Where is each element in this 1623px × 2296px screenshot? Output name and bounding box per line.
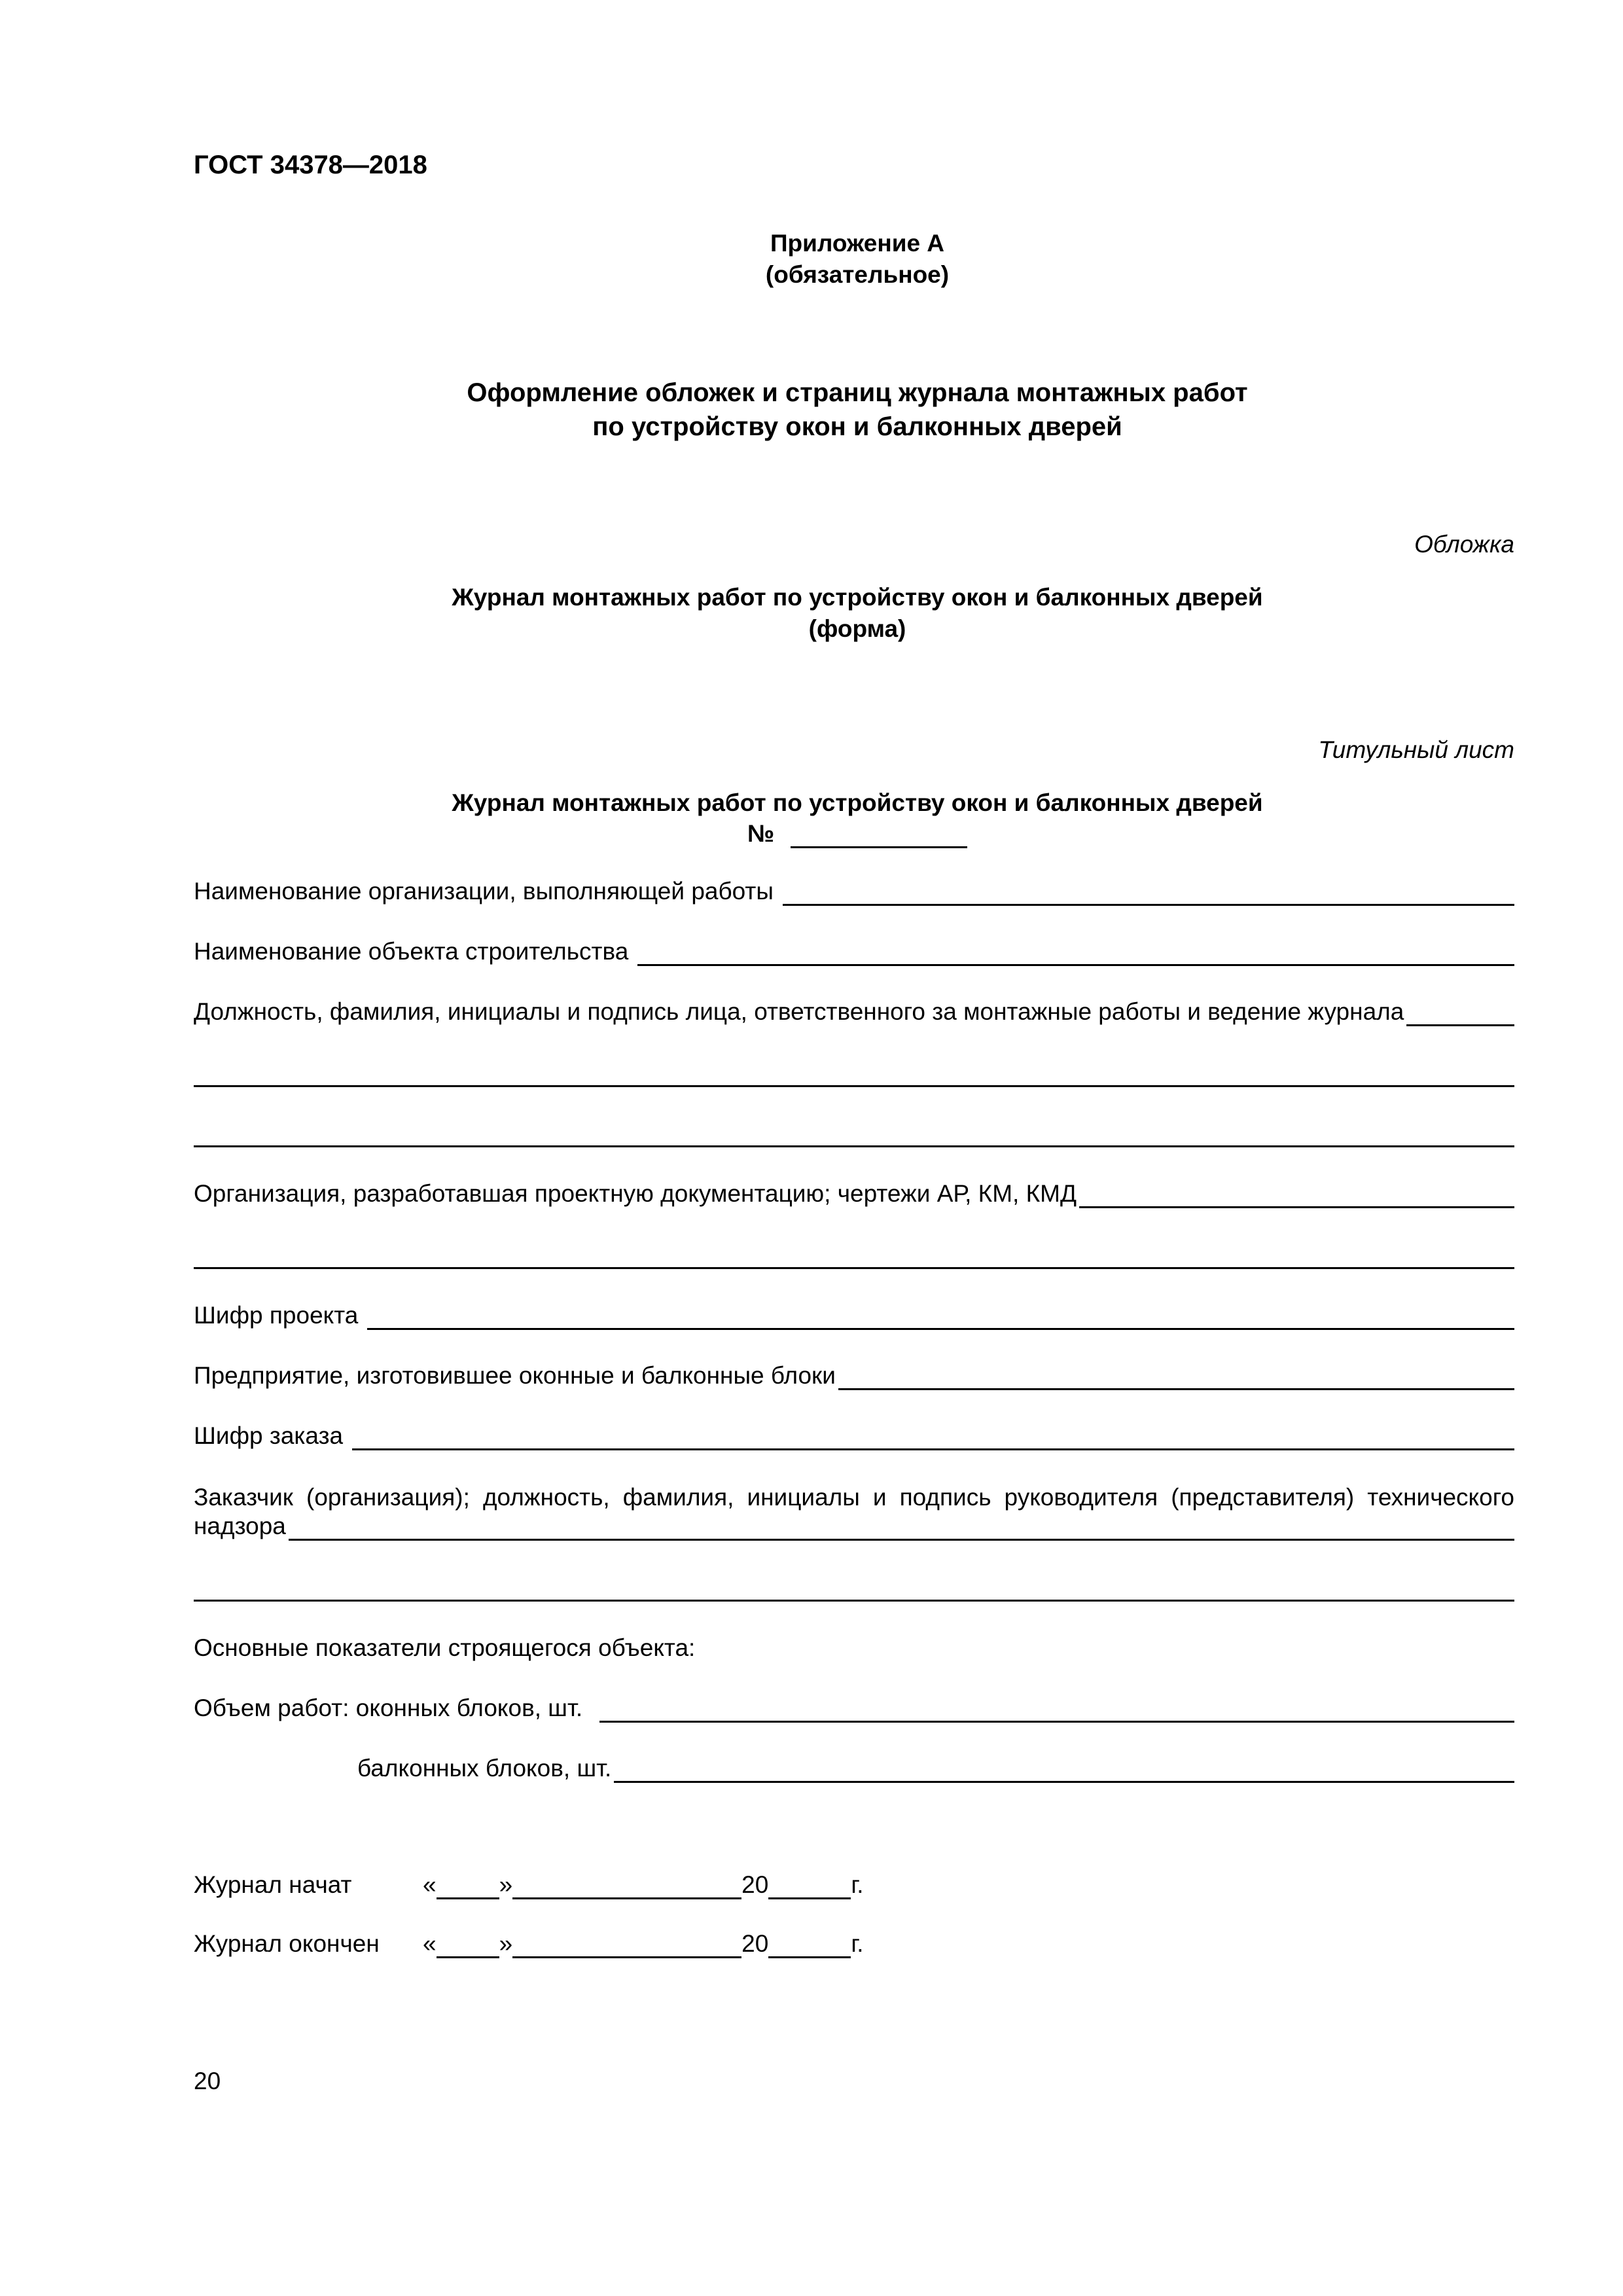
organization-field[interactable] [783,880,1514,906]
order-code-row [194,1422,1514,1450]
journal-started-label: Журнал начат [194,1871,352,1898]
volume-windows-field[interactable] [599,1697,1514,1723]
design-org-field[interactable] [1079,1183,1514,1208]
quote-close: » [499,1930,513,1957]
cover-subtitle: (форма) [808,615,906,642]
organization-row [194,877,1514,906]
journal-finished-label: Журнал окончен [194,1930,380,1957]
customer-field-continued[interactable] [194,1600,1514,1602]
cover-label: Обложка [1414,531,1514,558]
page-number: 20 [194,2068,221,2094]
order-code-label: Шифр заказа [194,1422,344,1449]
object-label: Наименование объекта строительства [194,938,629,965]
indicators-heading: Основные показатели строящегося объекта: [194,1634,696,1661]
customer-field[interactable] [289,1515,1514,1541]
volume-balcony-label: балконных блоков, шт. [357,1755,612,1782]
manufacturer-field[interactable] [838,1365,1514,1390]
responsible-field-continued-2[interactable] [194,1145,1514,1147]
appendix-title: Приложение А [770,230,945,257]
year-suffix: г. [851,1930,864,1957]
design-org-label: Организация, разработавшая проектную документацию; чертежи АР, КМ, КМД [194,1180,1077,1207]
finish-day-field[interactable] [437,1933,499,1958]
design-org-field-continued[interactable] [194,1267,1514,1269]
manufacturer-label: Предприятие, изготовившее оконные и балконные блоки [194,1362,836,1389]
start-year-field[interactable] [768,1874,851,1899]
customer-row [194,1512,1514,1541]
start-day-field[interactable] [437,1874,499,1899]
start-month-field[interactable] [512,1874,741,1899]
project-code-field[interactable] [367,1304,1514,1330]
finish-year-field[interactable] [768,1933,851,1958]
design-org-row [194,1179,1514,1208]
quote-open: « [423,1871,437,1898]
responsible-field-continued-1[interactable] [194,1085,1514,1087]
document-code: ГОСТ 34378—2018 [194,151,427,179]
volume-balcony-field[interactable] [614,1757,1514,1783]
cover-title: Журнал монтажных работ по устройству окон и балконных дверей [452,584,1263,611]
title-sheet-title: Журнал монтажных работ по устройству окон и балконных дверей [452,789,1263,816]
section-title-line-2: по устройству окон и балконных дверей [592,412,1122,441]
quote-open: « [423,1930,437,1957]
quote-close: » [499,1871,513,1898]
century-prefix: 20 [741,1930,769,1957]
manufacturer-row [194,1361,1514,1390]
number-sign: № [747,820,775,847]
project-code-row [194,1301,1514,1330]
journal-started-row [194,1871,864,1899]
organization-label: Наименование организации, выполняющей работы [194,878,774,905]
volume-windows-row [194,1694,1514,1723]
finish-month-field[interactable] [512,1933,741,1958]
year-suffix: г. [851,1871,864,1898]
order-code-field[interactable] [352,1425,1514,1450]
responsible-label: Должность, фамилия, инициалы и подпись лица, ответственного за монтажные работы и ведение журнала [194,998,1404,1025]
object-row [194,937,1514,966]
project-code-label: Шифр проекта [194,1302,359,1329]
appendix-status: (обязательное) [765,261,950,288]
customer-label-line-1: Заказчик (организация); должность, фамилия, инициалы и подпись руководителя (представителя) технического [194,1484,1514,1511]
journal-number-row [747,819,967,848]
volume-windows-label: Объем работ: оконных блоков, шт. [194,1695,583,1721]
volume-balcony-row [357,1754,1514,1783]
responsible-field[interactable] [1406,1001,1514,1026]
customer-label-line-2: надзора [194,1513,286,1539]
object-field[interactable] [637,941,1514,966]
title-sheet-label: Титульный лист [1318,736,1514,763]
responsible-row [194,997,1514,1026]
journal-finished-row [194,1929,864,1958]
journal-number-field[interactable] [791,823,967,848]
century-prefix: 20 [741,1871,769,1898]
section-title-line-1: Оформление обложек и страниц журнала монтажных работ [467,378,1248,407]
